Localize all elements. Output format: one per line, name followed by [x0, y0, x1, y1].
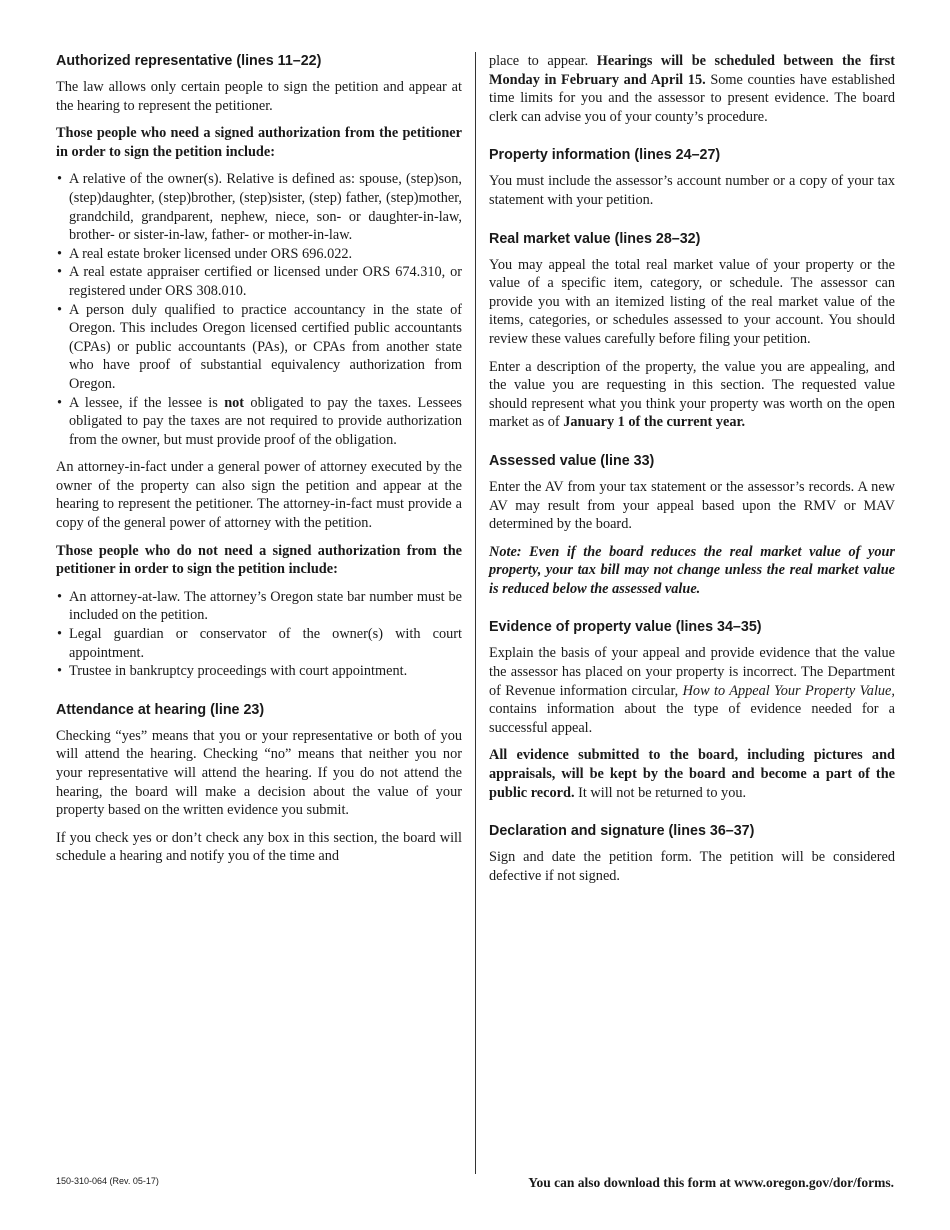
- rmv-p2-text: Enter a description of the property, the value you are appealing, and the value you are requesting in this section. The requested value should represent what you think your property was worth on the open market as of: [489, 358, 895, 431]
- lessee-text-post: obligated to pay the taxes. Lessees obligated to pay the taxes are not required to provide authorization from the owner, but must provide proof of the obligation.: [69, 394, 462, 448]
- lessee-text-pre: A lessee, if the lessee is: [69, 394, 225, 411]
- declaration-paragraph: Sign and date the petition form. The petition will be considered defective if not signed.: [489, 849, 895, 884]
- authorized-representative-intro: The law allows only certain people to sign the petition and appear at the hearing to represent the petitioner.: [56, 79, 462, 114]
- right-column: [489, 52, 895, 894]
- assessed-value-paragraph: Enter the AV from your tax statement or the assessor’s records. A new AV may result from your appeal based upon the RMV or MAV determined by the board.: [489, 478, 895, 533]
- list-item: • A real estate broker licensed under ORS 696.022.: [56, 245, 462, 264]
- attendance-heading: Attendance at hearing (line 23): [56, 701, 265, 718]
- evidence-p2-post: It will not be returned to you.: [574, 784, 747, 801]
- hearing-dates-emphasis: Hearings will be scheduled between the first Monday in February and April 15.: [489, 53, 895, 88]
- list-item: • An attorney-at-law. The attorney’s Oregon state bar number must be included on the petition.: [56, 588, 462, 625]
- download-note: You can also download this form at www.oregon.gov/dor/forms.: [528, 1175, 894, 1190]
- property-information-paragraph: You must include the assessor’s account number or a copy of your tax statement with your petition.: [489, 173, 895, 208]
- need-authorization-list: [56, 170, 462, 449]
- real-market-value-paragraph-1: You may appeal the total real market value of your property or the value of a specific item, category, or schedule. The assessor can provide you with an itemized listing of the real market value of the items, categories, or schedules assessed to your account. You should review these values carefully before filing your petition.: [489, 256, 895, 347]
- list-item: • A relative of the owner(s). Relative is defined as: spouse, (step)son, (step)daughter, (step)brother, (step)sister, (step) father, (step)mother, grandchild, grandparent, nephew, niece, son- or daughter-in-law, brother- or sister-in-law, father- or mother-in-law.: [56, 170, 462, 244]
- evidence-p1-post: contains information about the type of evidence needed for a successful appeal.: [489, 701, 895, 736]
- left-column: [56, 52, 462, 875]
- lessee-text-emphasis: not: [224, 394, 245, 411]
- evidence-paragraph-1: [489, 644, 895, 737]
- authorized-representative-heading: Authorized representative (lines 11–22): [56, 53, 322, 69]
- evidence-public-record-emphasis: All evidence submitted to the board, including pictures and appraisals, will be kept by the board and become a part of the public record.: [489, 747, 895, 801]
- form-id: 150-310-064 (Rev. 05-17): [56, 1176, 159, 1186]
- real-market-value-paragraph-2: [489, 358, 895, 432]
- rmv-date-emphasis: January 1 of the current year.: [563, 414, 746, 431]
- real-market-value-heading: Real market value (lines 28–32): [489, 230, 701, 247]
- attendance-paragraph-1: Checking “yes” means that you or your representative or both of you will attend the hearing. Checking “no” means that neither you nor your representative will attend the hearing. If you do not attend the hearing, the board will make a decision about the value of your property based on the written evidence you submit.: [56, 727, 462, 819]
- no-authorization-list: [56, 588, 462, 681]
- list-item: • A real estate appraiser certified or licensed under ORS 674.310, or registered under ORS 308.010.: [56, 263, 462, 300]
- property-information-heading: Property information (lines 24–27): [489, 147, 721, 164]
- evidence-paragraph-2: [489, 746, 895, 802]
- column-divider: [475, 52, 476, 1174]
- hearing-continuation-paragraph: [489, 52, 895, 126]
- attorney-in-fact-paragraph: An attorney-in-fact under a general power of attorney executed by the owner of the property can also sign the petition and appear at the hearing to represent the petitioner. The attorney-in-fact must provide a copy of the general power of attorney with the petition.: [56, 459, 462, 532]
- no-authorization-heading: Those people who do not need a signed authorization from the petitioner in order to sign the petition include:: [56, 542, 462, 578]
- list-item: • Legal guardian or conservator of the owner(s) with court appointment.: [56, 625, 462, 662]
- attendance-paragraph-2: If you check yes or don’t check any box in this section, the board will schedule a hearing and notify you of the time and: [56, 829, 462, 865]
- list-item: • A person duly qualified to practice accountancy in the state of Oregon. This includes Oregon licensed certified public accountants (CPAs) or public accountants (PAs), or CPAs from another state who have proof of substantial equivalency authorization from Oregon.: [56, 301, 462, 394]
- declaration-heading: Declaration and signature (lines 36–37): [489, 823, 755, 840]
- continuation-pre: place to appear.: [489, 53, 597, 69]
- assessed-value-note: Note: Even if the board reduces the real market value of your property, your tax bill may not change unless the real market value is reduced below the assessed value.: [489, 543, 895, 597]
- circular-title: How to Appeal Your Property Value,: [682, 682, 895, 699]
- list-item: • Trustee in bankruptcy proceedings with court appointment.: [56, 662, 462, 681]
- evidence-heading: Evidence of property value (lines 34–35): [489, 619, 762, 636]
- list-item-lessee: [56, 394, 462, 450]
- need-authorization-heading: Those people who need a signed authorization from the petitioner in order to sign the petition include:: [56, 125, 462, 160]
- assessed-value-heading: Assessed value (line 33): [489, 452, 655, 469]
- evidence-p1-pre: Explain the basis of your appeal and provide evidence that the value the assessor has placed on your property is incorrect. The Department of Revenue information circular,: [489, 645, 895, 699]
- continuation-post: Some counties have established time limits for you and the assessor to present evidence. The board clerk can advise you of your county’s procedure.: [489, 71, 895, 125]
